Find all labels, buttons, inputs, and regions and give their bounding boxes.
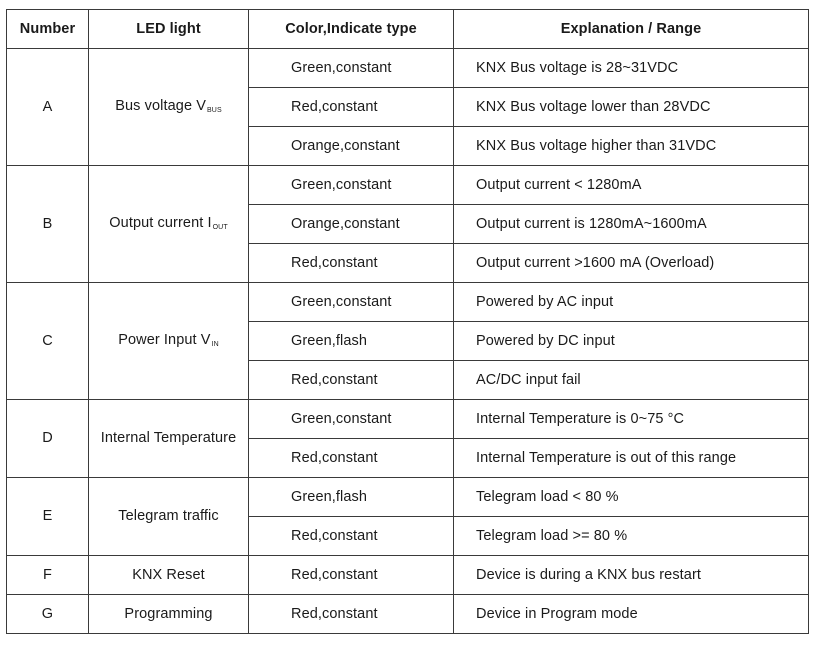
table-body bbox=[7, 49, 809, 634]
color-indicate-type: Green,flash bbox=[249, 322, 454, 361]
explanation-range: Internal Temperature is 0~75 °C bbox=[454, 400, 809, 439]
explanation-range: Telegram load < 80 % bbox=[454, 478, 809, 517]
row-number: B bbox=[7, 166, 89, 283]
led-light-cell bbox=[89, 166, 249, 283]
color-indicate-type: Red,constant bbox=[249, 439, 454, 478]
led-light-name: Power Input V bbox=[118, 332, 211, 349]
led-light-cell bbox=[89, 283, 249, 400]
led-light-name: Bus voltage V bbox=[115, 98, 207, 115]
explanation-range: KNX Bus voltage lower than 28VDC bbox=[454, 88, 809, 127]
header-color-type: Color,Indicate type bbox=[249, 10, 454, 49]
row-number: F bbox=[7, 556, 89, 595]
led-light-subscript: BUS bbox=[207, 107, 222, 115]
led-light-name: Telegram traffic bbox=[118, 508, 219, 525]
explanation-range: Powered by AC input bbox=[454, 283, 809, 322]
led-light-subscript: OUT bbox=[212, 224, 228, 232]
explanation-range: Output current >1600 mA (Overload) bbox=[454, 244, 809, 283]
color-indicate-type: Green,constant bbox=[249, 166, 454, 205]
table-row bbox=[7, 400, 809, 439]
color-indicate-type: Red,constant bbox=[249, 517, 454, 556]
header-explanation: Explanation / Range bbox=[454, 10, 809, 49]
row-number: C bbox=[7, 283, 89, 400]
led-light-cell bbox=[89, 400, 249, 478]
row-number: D bbox=[7, 400, 89, 478]
color-indicate-type: Red,constant bbox=[249, 361, 454, 400]
color-indicate-type: Green,constant bbox=[249, 283, 454, 322]
explanation-range: KNX Bus voltage higher than 31VDC bbox=[454, 127, 809, 166]
led-light-name: Programming bbox=[124, 605, 213, 622]
row-number: G bbox=[7, 595, 89, 634]
led-light-subscript: IN bbox=[211, 341, 219, 349]
color-indicate-type: Orange,constant bbox=[249, 127, 454, 166]
table-header bbox=[7, 10, 809, 49]
explanation-range: Powered by DC input bbox=[454, 322, 809, 361]
table-row bbox=[7, 478, 809, 517]
led-light-cell bbox=[89, 49, 249, 166]
explanation-range: Output current < 1280mA bbox=[454, 166, 809, 205]
color-indicate-type: Green,constant bbox=[249, 49, 454, 88]
explanation-range: Internal Temperature is out of this range bbox=[454, 439, 809, 478]
color-indicate-type: Red,constant bbox=[249, 244, 454, 283]
led-light-name: KNX Reset bbox=[132, 566, 205, 583]
explanation-range: Telegram load >= 80 % bbox=[454, 517, 809, 556]
color-indicate-type: Red,constant bbox=[249, 88, 454, 127]
explanation-range: Device in Program mode bbox=[454, 595, 809, 634]
header-led-light: LED light bbox=[89, 10, 249, 49]
header-number: Number bbox=[7, 10, 89, 49]
led-table-container bbox=[6, 9, 809, 634]
table-row bbox=[7, 166, 809, 205]
explanation-range: AC/DC input fail bbox=[454, 361, 809, 400]
row-number: A bbox=[7, 49, 89, 166]
explanation-range: Output current is 1280mA~1600mA bbox=[454, 205, 809, 244]
table-row bbox=[7, 49, 809, 88]
table-row bbox=[7, 556, 809, 595]
led-light-cell bbox=[89, 478, 249, 556]
led-light-cell bbox=[89, 556, 249, 595]
color-indicate-type: Red,constant bbox=[249, 595, 454, 634]
color-indicate-type: Green,constant bbox=[249, 400, 454, 439]
color-indicate-type: Green,flash bbox=[249, 478, 454, 517]
color-indicate-type: Red,constant bbox=[249, 556, 454, 595]
color-indicate-type: Orange,constant bbox=[249, 205, 454, 244]
led-light-name: Internal Temperature bbox=[100, 430, 237, 447]
table-row bbox=[7, 595, 809, 634]
header-row bbox=[7, 10, 809, 49]
led-light-name: Output current I bbox=[109, 215, 212, 232]
led-indicator-table bbox=[6, 9, 809, 634]
led-light-cell bbox=[89, 595, 249, 634]
explanation-range: Device is during a KNX bus restart bbox=[454, 556, 809, 595]
row-number: E bbox=[7, 478, 89, 556]
explanation-range: KNX Bus voltage is 28~31VDC bbox=[454, 49, 809, 88]
table-row bbox=[7, 283, 809, 322]
